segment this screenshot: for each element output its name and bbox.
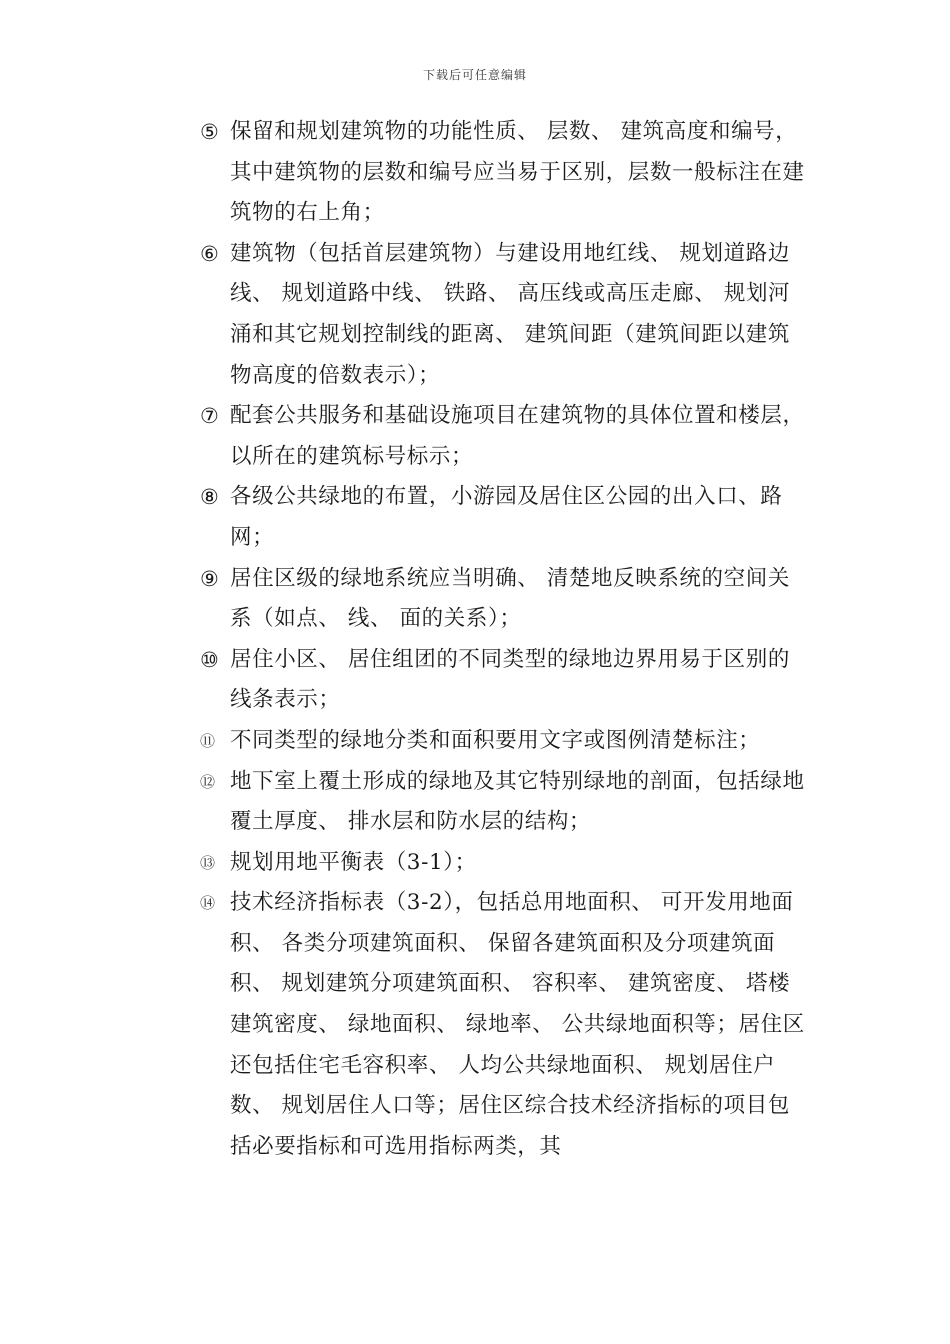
list-item: [198, 721, 808, 762]
item-number: ⑩: [200, 647, 219, 672]
item-number: ⑥: [200, 241, 219, 266]
list-item: [198, 883, 808, 1167]
item-text: 建筑物（包括首层建筑物）与建设用地红线、 规划道路边线、 规划道路中线、 铁路、 高压线或高压走廊、 规划河涌和其它规划控制线的距离、 建筑间距（建筑间距以建筑物高度的倍数表示）；: [230, 240, 791, 388]
item-number: ⑭: [200, 894, 216, 913]
item-number: ⑨: [200, 566, 219, 591]
list-item: [198, 112, 808, 234]
list-item: [198, 396, 808, 477]
item-number: ⑪: [200, 731, 216, 750]
item-text: 技术经济指标表（3-2），包括总用地面积、 可开发用地面积、 各类分项建筑面积、 保留各建筑面积及分项建筑面积、 规划建筑分项建筑面积、 容积率、 建筑密度、 塔楼建筑密度、 绿地面积、 绿地率、 公共绿地面积等；居住区还包括住宅毛容积率、 人均公共绿地面积、 规划居住户数、 规划居住人口等；居住区综合技术经济指标的项目包括必要指标和可选用指标两类，其: [230, 890, 805, 1159]
list-item: [198, 843, 808, 884]
item-text: 不同类型的绿地分类和面积要用文字或图例清楚标注；: [230, 727, 761, 753]
list-item: [198, 762, 808, 843]
item-text: 居住区级的绿地系统应当明确、 清楚地反映系统的空间关系（如点、 线、 面的关系）；: [230, 565, 790, 632]
page-header: 下载后可任意编辑: [422, 68, 527, 82]
item-number: ⑬: [200, 853, 216, 872]
item-text: 各级公共绿地的布置，小游园及居住区公园的出入口、路网；: [230, 484, 783, 550]
document-body: [198, 112, 808, 1167]
item-number: ⑫: [200, 772, 216, 791]
item-number: ⑦: [200, 404, 219, 429]
list-item: [198, 234, 808, 396]
item-number: ⑤: [200, 120, 219, 144]
list-item: [198, 640, 808, 721]
item-number: ⑧: [200, 485, 219, 510]
item-text: 配套公共服务和基础设施项目在建筑物的具体位置和楼层，以所在的建筑标号标示；: [230, 403, 805, 469]
item-text: 地下室上覆土形成的绿地及其它特别绿地的剖面，包括绿地覆土厚度、 排水层和防水层的结构；: [230, 768, 805, 835]
item-text: 保留和规划建筑物的功能性质、 层数、 建筑高度和编号，其中建筑物的层数和编号应当易于区别，层数一般标注在建筑物的右上角；: [230, 119, 805, 226]
list-item: [198, 477, 808, 558]
item-text: 规划用地平衡表（3-1）；: [230, 849, 477, 875]
item-text: 居住小区、 居住组团的不同类型的绿地边界用易于区别的线条表示；: [230, 646, 790, 713]
list-item: [198, 559, 808, 640]
